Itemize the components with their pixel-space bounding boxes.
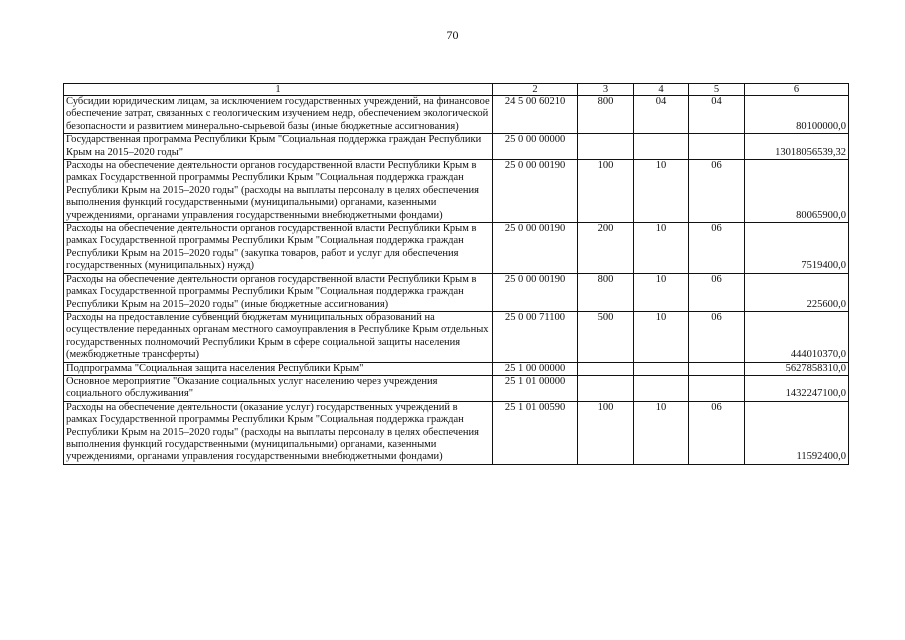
row-target-code: 25 1 01 00590: [493, 401, 578, 464]
row-subsection: [689, 134, 745, 160]
table-row: [64, 160, 849, 223]
row-amount: 444010370,0: [745, 311, 849, 362]
row-target-code: 25 0 00 00190: [493, 223, 578, 274]
table-row: [64, 375, 849, 401]
row-description: Субсидии юридическим лицам, за исключением государственных учреждений, на финансовое обеспечение затрат, связанных с геологическим изучением недр, обеспечением экологической безопасности и развитием минерально-сырьевой базы (иные бюджетные ассигнования): [64, 96, 493, 134]
row-expense-type: [578, 375, 634, 401]
row-target-code: 25 1 01 00000: [493, 375, 578, 401]
row-expense-type: 100: [578, 160, 634, 223]
column-header: 1: [64, 84, 493, 96]
row-target-code: 25 1 00 00000: [493, 362, 578, 375]
row-description: Основное мероприятие "Оказание социальных услуг населению через учреждения социального обслуживания": [64, 375, 493, 401]
row-amount: 225600,0: [745, 273, 849, 311]
column-header: 6: [745, 84, 849, 96]
row-expense-type: [578, 362, 634, 375]
row-subsection: 06: [689, 273, 745, 311]
row-description: Государственная программа Республики Крым "Социальная поддержка граждан Республики Крым на 2015–2020 годы": [64, 134, 493, 160]
row-section: [634, 134, 689, 160]
row-section: 10: [634, 311, 689, 362]
table-row: [64, 401, 849, 464]
row-amount: 11592400,0: [745, 401, 849, 464]
row-amount: 5627858310,0: [745, 362, 849, 375]
row-subsection: 06: [689, 311, 745, 362]
row-subsection: 04: [689, 96, 745, 134]
table-row: [64, 311, 849, 362]
row-section: 10: [634, 401, 689, 464]
row-section: [634, 362, 689, 375]
row-amount: 13018056539,32: [745, 134, 849, 160]
row-target-code: 25 0 00 00000: [493, 134, 578, 160]
row-expense-type: 200: [578, 223, 634, 274]
row-subsection: [689, 375, 745, 401]
row-description: Расходы на предоставление субвенций бюджетам муниципальных образований на осуществление переданных органам местного самоуправления в Республике Крым отдельных государственных полномочий Республики Крым в сфере социальной защиты населения (межбюджетные трансферты): [64, 311, 493, 362]
row-subsection: 06: [689, 401, 745, 464]
table-row: [64, 96, 849, 134]
row-subsection: 06: [689, 223, 745, 274]
row-section: [634, 375, 689, 401]
table-header-row: [64, 84, 849, 96]
row-description: Расходы на обеспечение деятельности (оказание услуг) государственных учреждений в рамках Государственной программы Республики Крым "Социальная поддержка граждан Республики Крым на 2015–2020 годы" (расходы на выплаты персоналу в целях обеспечения выполнения функций государственными (муниципальными) органами, казенными учреждениями, органами управления государственными внебюджетными фондами): [64, 401, 493, 464]
table-body: [64, 96, 849, 465]
row-expense-type: 800: [578, 96, 634, 134]
column-header: 4: [634, 84, 689, 96]
row-amount: 7519400,0: [745, 223, 849, 274]
row-subsection: [689, 362, 745, 375]
column-header: 5: [689, 84, 745, 96]
row-section: 10: [634, 273, 689, 311]
row-amount: 80065900,0: [745, 160, 849, 223]
table-row: [64, 134, 849, 160]
column-header: 3: [578, 84, 634, 96]
table-row: [64, 362, 849, 375]
row-target-code: 25 0 00 00190: [493, 160, 578, 223]
table-row: [64, 223, 849, 274]
row-target-code: 24 5 00 60210: [493, 96, 578, 134]
row-description: Расходы на обеспечение деятельности органов государственной власти Республики Крым в рамках Государственной программы Республики Крым "Социальная поддержка граждан Республики Крым на 2015–2020 годы" (расходы на выплаты персоналу в целях обеспечения выполнения функций государственными (муниципальными) органами, казенными учреждениями, органами управления государственными внебюджетными фондами): [64, 160, 493, 223]
table-row: [64, 273, 849, 311]
row-amount: 1432247100,0: [745, 375, 849, 401]
row-section: 10: [634, 160, 689, 223]
column-header: 2: [493, 84, 578, 96]
row-description: Расходы на обеспечение деятельности органов государственной власти Республики Крым в рамках Государственной программы Республики Крым "Социальная поддержка граждан Республики Крым на 2015–2020 годы" (закупка товаров, работ и услуг для обеспечения государственных (муниципальных) нужд): [64, 223, 493, 274]
row-target-code: 25 0 00 00190: [493, 273, 578, 311]
row-target-code: 25 0 00 71100: [493, 311, 578, 362]
budget-table: [63, 83, 849, 465]
row-amount: 80100000,0: [745, 96, 849, 134]
row-description: Подпрограмма "Социальная защита населения Республики Крым": [64, 362, 493, 375]
row-description: Расходы на обеспечение деятельности органов государственной власти Республики Крым в рамках Государственной программы Республики Крым "Социальная поддержка граждан Республики Крым на 2015–2020 годы" (иные бюджетные ассигнования): [64, 273, 493, 311]
row-expense-type: 500: [578, 311, 634, 362]
page-number: 70: [446, 28, 459, 42]
row-section: 04: [634, 96, 689, 134]
row-expense-type: 100: [578, 401, 634, 464]
row-subsection: 06: [689, 160, 745, 223]
row-section: 10: [634, 223, 689, 274]
row-expense-type: 800: [578, 273, 634, 311]
row-expense-type: [578, 134, 634, 160]
